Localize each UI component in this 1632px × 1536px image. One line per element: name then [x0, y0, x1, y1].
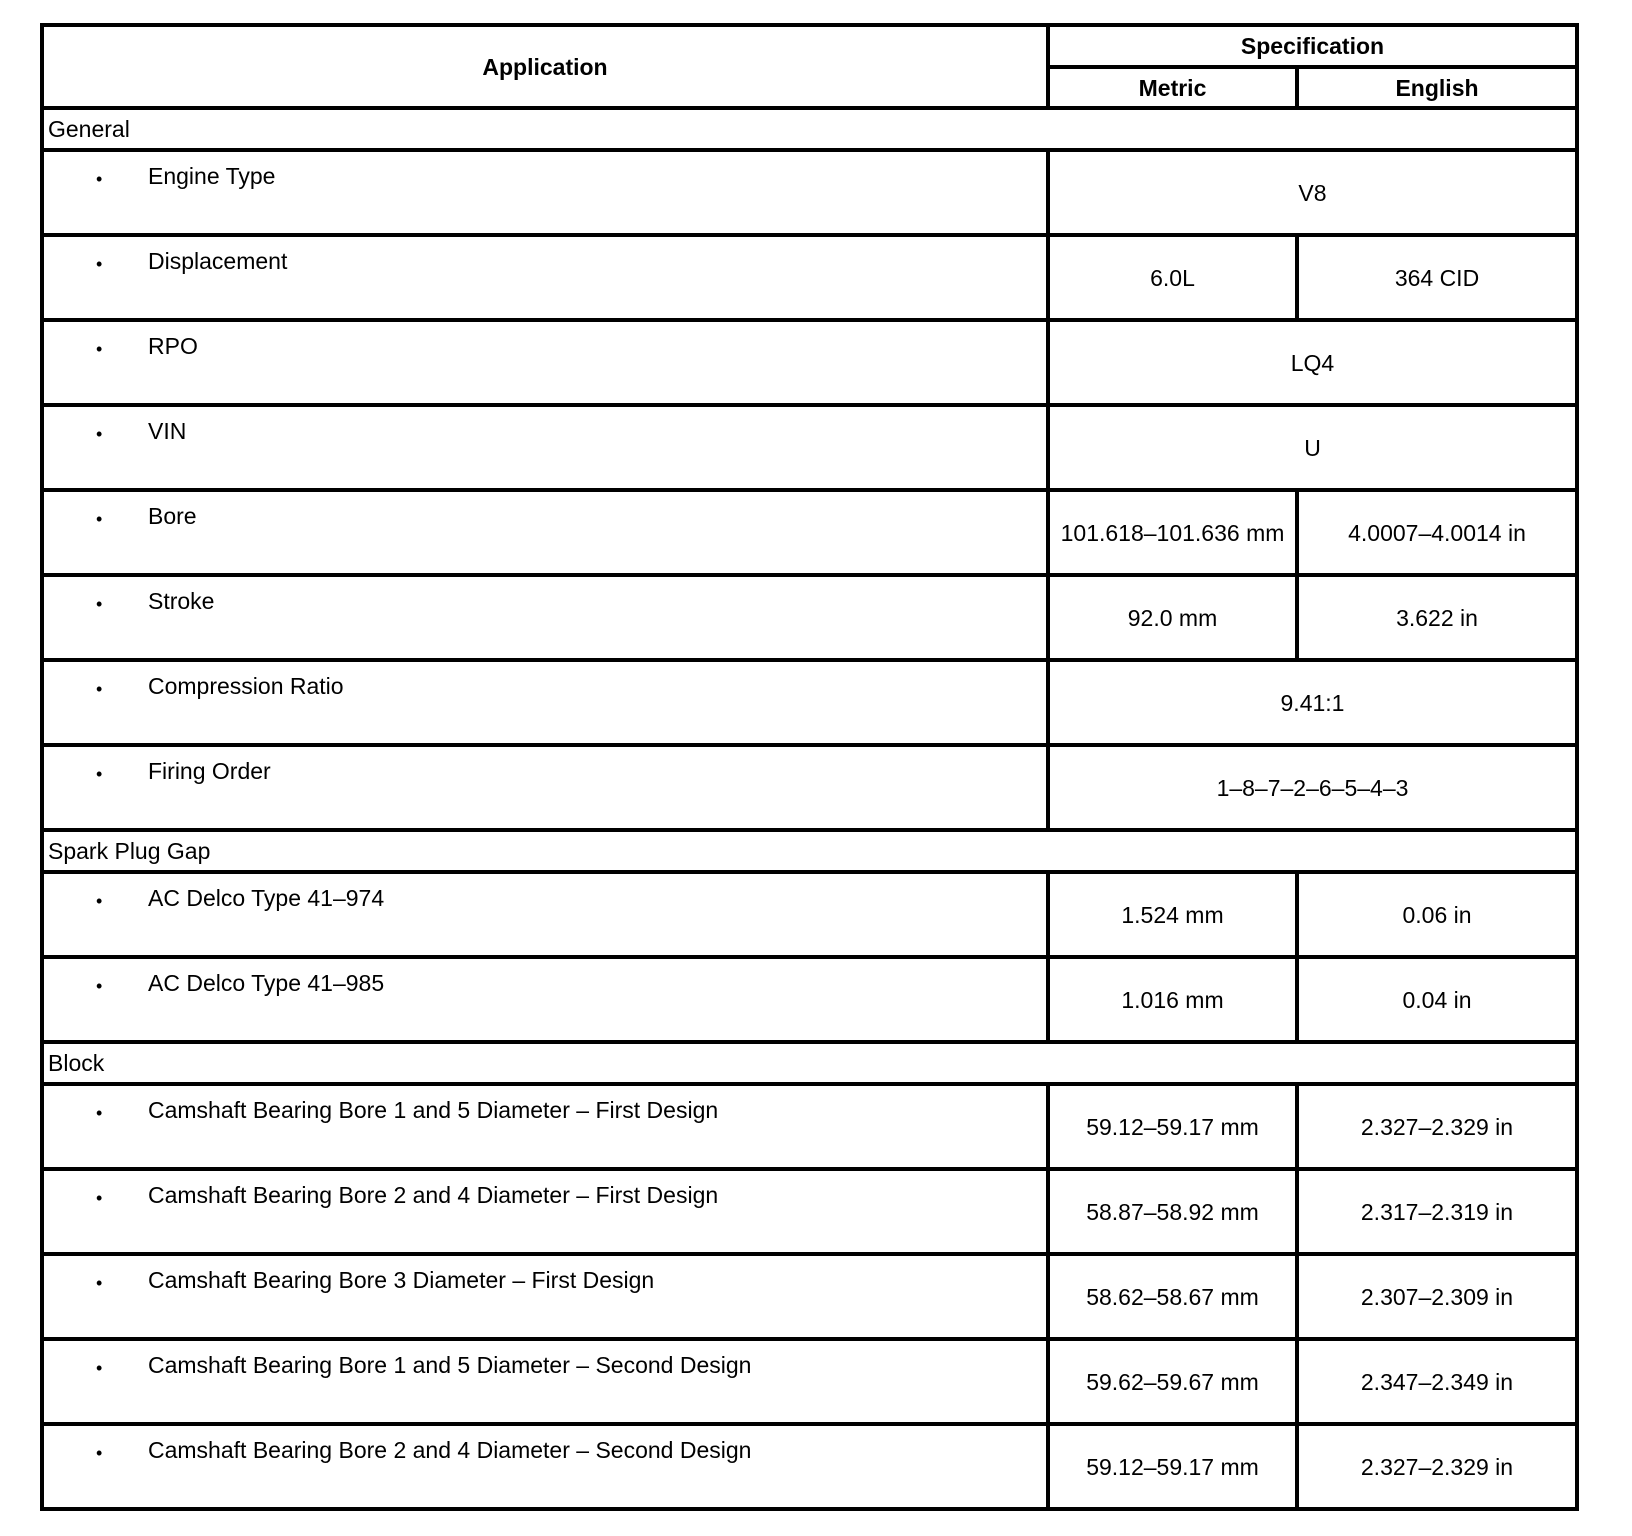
- table-row: [42, 1169, 1577, 1254]
- bullet-icon: •: [96, 169, 103, 189]
- application-cell: [42, 150, 1048, 235]
- english-value: 2.317–2.319 in: [1297, 1169, 1577, 1254]
- application-label: Bore: [148, 503, 197, 529]
- engine-spec-table: [40, 23, 1579, 1511]
- bullet-icon: •: [96, 1188, 103, 1208]
- application-cell: [42, 235, 1048, 320]
- section-title: Spark Plug Gap: [42, 830, 1577, 872]
- table-row: [42, 235, 1577, 320]
- table-row: [42, 1424, 1577, 1509]
- application-cell: [42, 490, 1048, 575]
- application-label: RPO: [148, 333, 198, 359]
- application-label: Camshaft Bearing Bore 3 Diameter – First Design: [148, 1267, 655, 1293]
- application-label: Compression Ratio: [148, 673, 344, 699]
- application-cell: [42, 660, 1048, 745]
- application-label: VIN: [148, 418, 187, 444]
- application-cell: [42, 575, 1048, 660]
- spec-value: 1–8–7–2–6–5–4–3: [1048, 745, 1577, 830]
- application-label: Firing Order: [148, 758, 271, 784]
- section-row: [42, 108, 1577, 150]
- bullet-icon: •: [96, 764, 103, 784]
- metric-value: 58.62–58.67 mm: [1048, 1254, 1297, 1339]
- application-label: Stroke: [148, 588, 215, 614]
- bullet-icon: •: [96, 1273, 103, 1293]
- application-label: Displacement: [148, 248, 288, 274]
- table-row: [42, 872, 1577, 957]
- spec-value: 9.41:1: [1048, 660, 1577, 745]
- english-value: 2.307–2.309 in: [1297, 1254, 1577, 1339]
- english-header: English: [1297, 67, 1577, 108]
- english-value: 2.327–2.329 in: [1297, 1084, 1577, 1169]
- header-row-top: [42, 25, 1577, 67]
- application-cell: [42, 745, 1048, 830]
- metric-value: 59.12–59.17 mm: [1048, 1424, 1297, 1509]
- table-row: [42, 957, 1577, 1042]
- table-row: [42, 1339, 1577, 1424]
- specification-header: Specification: [1048, 25, 1577, 67]
- application-cell: [42, 957, 1048, 1042]
- table-row: [42, 150, 1577, 235]
- bullet-icon: •: [96, 339, 103, 359]
- table-row: [42, 745, 1577, 830]
- metric-value: 6.0L: [1048, 235, 1297, 320]
- bullet-icon: •: [96, 891, 103, 911]
- application-cell: [42, 1254, 1048, 1339]
- metric-value: 59.62–59.67 mm: [1048, 1339, 1297, 1424]
- application-label: Camshaft Bearing Bore 2 and 4 Diameter – Second Design: [148, 1437, 752, 1463]
- english-value: 364 CID: [1297, 235, 1577, 320]
- english-value: 3.622 in: [1297, 575, 1577, 660]
- application-cell: [42, 405, 1048, 490]
- application-cell: [42, 1169, 1048, 1254]
- english-value: 2.327–2.329 in: [1297, 1424, 1577, 1509]
- section-row: [42, 830, 1577, 872]
- table-row: [42, 320, 1577, 405]
- bullet-icon: •: [96, 1443, 103, 1463]
- table-row: [42, 405, 1577, 490]
- bullet-icon: •: [96, 1103, 103, 1123]
- application-label: Camshaft Bearing Bore 1 and 5 Diameter – First Design: [148, 1097, 719, 1123]
- bullet-icon: •: [96, 254, 103, 274]
- application-label: AC Delco Type 41–974: [148, 885, 385, 911]
- application-label: Engine Type: [148, 163, 276, 189]
- table-row: [42, 660, 1577, 745]
- spec-value: U: [1048, 405, 1577, 490]
- spec-value: V8: [1048, 150, 1577, 235]
- english-value: 0.06 in: [1297, 872, 1577, 957]
- bullet-icon: •: [96, 594, 103, 614]
- bullet-icon: •: [96, 424, 103, 444]
- application-cell: [42, 1424, 1048, 1509]
- bullet-icon: •: [96, 509, 103, 529]
- application-cell: [42, 320, 1048, 405]
- metric-value: 59.12–59.17 mm: [1048, 1084, 1297, 1169]
- bullet-icon: •: [96, 1358, 103, 1378]
- english-value: 4.0007–4.0014 in: [1297, 490, 1577, 575]
- application-label: AC Delco Type 41–985: [148, 970, 385, 996]
- metric-value: 58.87–58.92 mm: [1048, 1169, 1297, 1254]
- application-cell: [42, 1084, 1048, 1169]
- spec-body: [42, 108, 1577, 1509]
- section-title: Block: [42, 1042, 1577, 1084]
- metric-value: 1.524 mm: [1048, 872, 1297, 957]
- english-value: 2.347–2.349 in: [1297, 1339, 1577, 1424]
- metric-value: 1.016 mm: [1048, 957, 1297, 1042]
- english-value: 0.04 in: [1297, 957, 1577, 1042]
- section-row: [42, 1042, 1577, 1084]
- section-title: General: [42, 108, 1577, 150]
- bullet-icon: •: [96, 976, 103, 996]
- application-header: Application: [42, 25, 1048, 108]
- bullet-icon: •: [96, 679, 103, 699]
- metric-value: 92.0 mm: [1048, 575, 1297, 660]
- application-cell: [42, 1339, 1048, 1424]
- table-row: [42, 490, 1577, 575]
- table-row: [42, 1254, 1577, 1339]
- table-row: [42, 575, 1577, 660]
- spec-value: LQ4: [1048, 320, 1577, 405]
- application-label: Camshaft Bearing Bore 1 and 5 Diameter – Second Design: [148, 1352, 752, 1378]
- metric-header: Metric: [1048, 67, 1297, 108]
- table-row: [42, 1084, 1577, 1169]
- metric-value: 101.618–101.636 mm: [1048, 490, 1297, 575]
- application-label: Camshaft Bearing Bore 2 and 4 Diameter – First Design: [148, 1182, 719, 1208]
- application-cell: [42, 872, 1048, 957]
